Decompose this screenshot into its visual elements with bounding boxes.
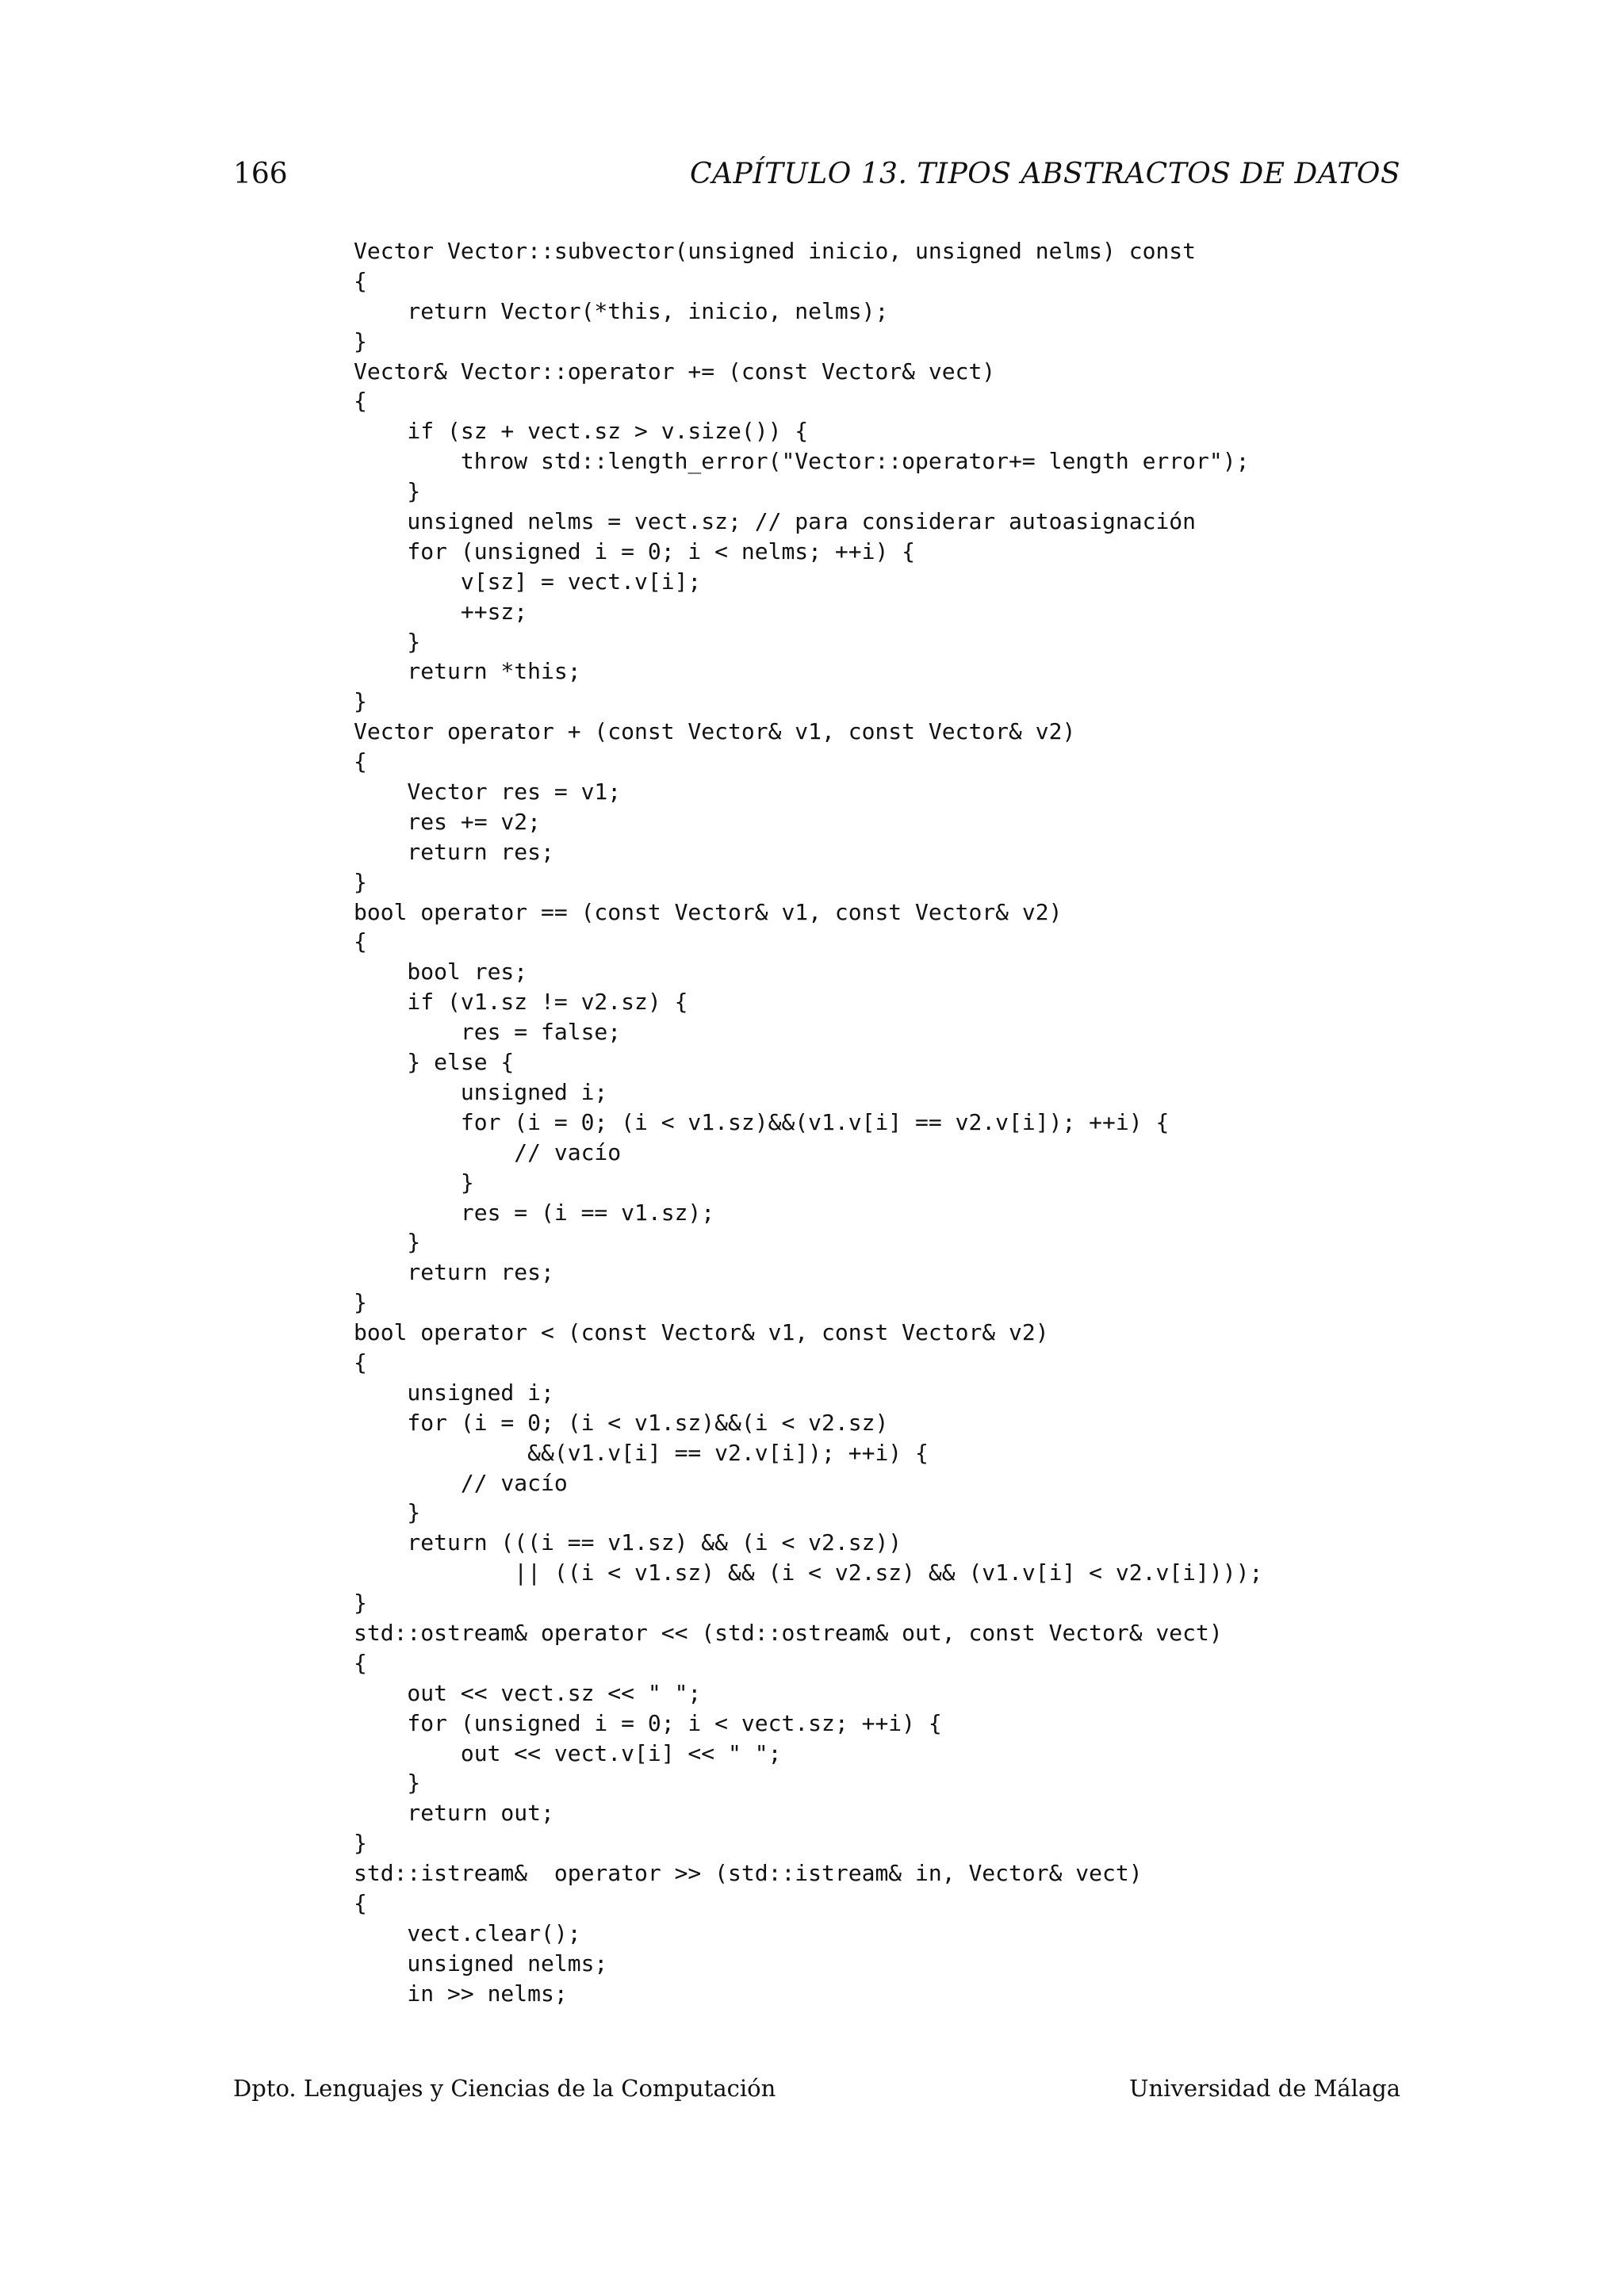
code-line: res += v2; — [354, 808, 542, 835]
code-line: res = false; — [354, 1019, 622, 1046]
code-line: bool res; — [354, 959, 528, 985]
code-line: return res; — [354, 838, 554, 865]
code-line: return out; — [354, 1800, 554, 1827]
code-line: { — [354, 748, 367, 775]
code-line: std::ostream& operator << (std::ostream& out, const Vector& vect) — [354, 1619, 1223, 1646]
code-line: unsigned nelms = vect.sz; // para considerar autoasignación — [354, 508, 1197, 535]
code-line: } — [354, 628, 421, 655]
code-line: return (((i == v1.sz) && (i < v2.sz)) — [354, 1529, 902, 1556]
code-line: if (v1.sz != v2.sz) { — [354, 989, 688, 1016]
code-line: } — [354, 1770, 421, 1797]
code-line: throw std::length_error("Vector::operator+= length error"); — [354, 448, 1250, 475]
code-line: &&(v1.v[i] == v2.v[i]); ++i) { — [354, 1439, 929, 1466]
code-line: Vector res = v1; — [354, 779, 622, 806]
code-line: unsigned i; — [354, 1078, 608, 1105]
code-line: { — [354, 267, 367, 294]
code-line: bool operator == (const Vector& v1, const Vector& v2) — [354, 898, 1063, 925]
page-header — [233, 155, 1400, 193]
code-line: std::istream& operator >> (std::istream& in, Vector& vect) — [354, 1860, 1143, 1887]
page-footer — [233, 2072, 1400, 2104]
code-line: return Vector(*this, inicio, nelms); — [354, 297, 889, 324]
code-line: } — [354, 868, 367, 895]
code-line: if (sz + vect.sz > v.size()) { — [354, 418, 809, 445]
code-line: res = (i == v1.sz); — [354, 1199, 715, 1226]
code-line: { — [354, 388, 367, 415]
code-line: } — [354, 688, 367, 715]
chapter-title: CAPÍTULO 13. TIPOS ABSTRACTOS DE DATOS — [689, 158, 1400, 190]
code-line: } — [354, 1169, 474, 1196]
footer-university: Universidad de Málaga — [1129, 2075, 1400, 2102]
code-line: vect.clear(); — [354, 1919, 581, 1946]
footer-department: Dpto. Lenguajes y Ciencias de la Computación — [233, 2075, 776, 2102]
code-line: for (i = 0; (i < v1.sz)&&(i < v2.sz) — [354, 1409, 889, 1436]
code-line: } — [354, 327, 367, 354]
code-line: return *this; — [354, 658, 581, 685]
code-line: } — [354, 1830, 367, 1857]
code-line: in >> nelms; — [354, 1980, 568, 2007]
code-line: Vector operator + (const Vector& v1, const Vector& v2) — [354, 718, 1076, 745]
code-line: Vector Vector::subvector(unsigned inicio, unsigned nelms) const — [354, 238, 1197, 264]
code-line: ++sz; — [354, 598, 528, 625]
code-line: for (i = 0; (i < v1.sz)&&(v1.v[i] == v2.v[i]); ++i) { — [354, 1108, 1170, 1135]
code-line: // vacío — [354, 1138, 622, 1165]
code-line: { — [354, 1349, 367, 1376]
code-line: } — [354, 1590, 367, 1617]
code-line: for (unsigned i = 0; i < vect.sz; ++i) { — [354, 1709, 942, 1736]
code-line: } — [354, 478, 421, 505]
code-line: return res; — [354, 1259, 554, 1286]
code-listing — [354, 236, 1262, 2009]
code-line: for (unsigned i = 0; i < nelms; ++i) { — [354, 538, 916, 564]
code-line: bool operator < (const Vector& v1, const Vector& v2) — [354, 1319, 1049, 1346]
code-line: // vacío — [354, 1469, 568, 1496]
code-line: { — [354, 928, 367, 955]
code-line: } else { — [354, 1049, 515, 1076]
code-line: } — [354, 1499, 421, 1526]
code-line: { — [354, 1649, 367, 1676]
code-line: unsigned nelms; — [354, 1950, 608, 1976]
code-line: out << vect.sz << " "; — [354, 1679, 702, 1706]
code-line: } — [354, 1229, 421, 1256]
code-line: } — [354, 1289, 367, 1316]
page-number: 166 — [233, 158, 288, 190]
code-line: unsigned i; — [354, 1379, 554, 1406]
code-line: Vector& Vector::operator += (const Vector& vect) — [354, 358, 996, 385]
code-line: out << vect.v[i] << " "; — [354, 1739, 782, 1766]
code-line: { — [354, 1889, 367, 1916]
code-line: || ((i < v1.sz) && (i < v2.sz) && (v1.v[i] < v2.v[i]))); — [354, 1559, 1263, 1586]
code-line: v[sz] = vect.v[i]; — [354, 568, 702, 595]
